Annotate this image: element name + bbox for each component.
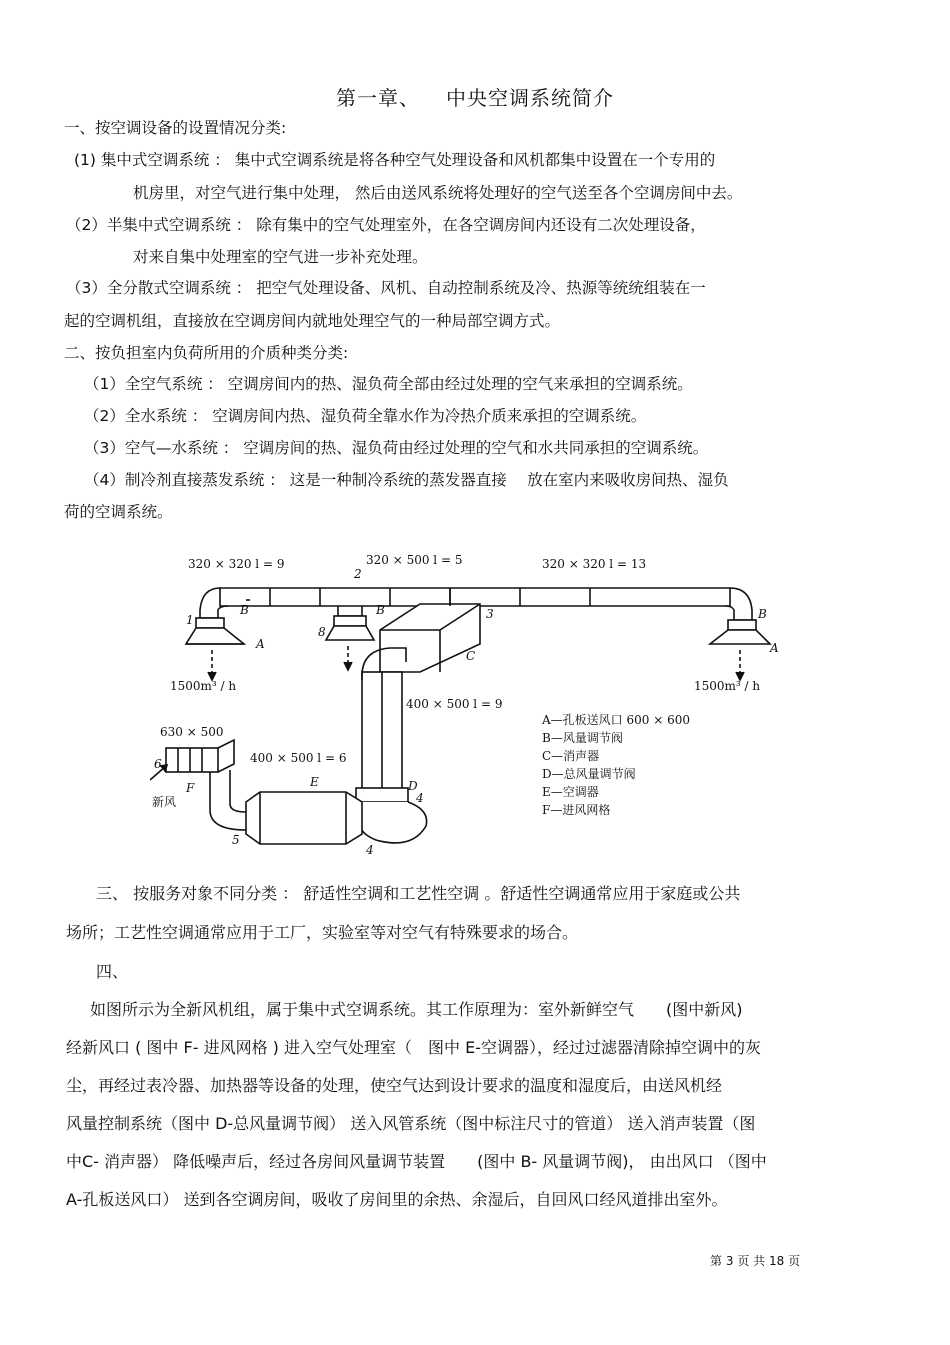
section1-item2-line2: 对来自集中处理室的空气进一步补充处理。 [133, 248, 428, 266]
letter-b-right: B [758, 607, 767, 621]
section4-heading: 四、 [96, 962, 129, 981]
num-5: 5 [232, 833, 240, 847]
air-conditioning-system-diagram [150, 540, 810, 860]
letter-c: C [466, 649, 476, 663]
chapter-title: 中央空调系统简介 [446, 86, 614, 110]
letter-a-right: A [770, 641, 779, 655]
num-4a: 4 [416, 791, 424, 805]
section1-item1-line2: 机房里，对空气进行集中处理， 然后由送风系统将处理好的空气送至各个空调房间中去。 [133, 184, 743, 202]
dim-right: 320 × 320 l = 13 [542, 557, 647, 571]
letter-e: E [310, 775, 319, 789]
page-footer [710, 1252, 800, 1269]
footer-prefix: 第 [710, 1254, 723, 1268]
section2-item3: （3）空气—水系统 ： 空调房间的热、湿负荷由经过处理的空气和水共同承担的空调系统。 [84, 439, 709, 457]
flow-left: 1500m³ / h [170, 679, 237, 693]
section1-heading: 一、按空调设备的设置情况分类: [64, 119, 287, 137]
dim-vertical: 400 × 500 l = 9 [406, 697, 503, 711]
section4-line5: 中C- 消声器） 降低噪声后，经过各房间风量调节装置 (图中 B- 风量调节阀)， 由出风口 （图中 [66, 1152, 767, 1171]
letter-b-left: B [240, 603, 249, 617]
section4-line2: 经新风口 ( 图中 F- 进风网格 ) 进入空气处理室（ 图中 E-空调器），经过过滤器清除掉空调中的灰 [66, 1038, 761, 1057]
legend-c: C—消声器 [542, 749, 600, 763]
section1-item1-line1: (1) 集中式空调系统 ： 集中式空调系统是将各种空气处理设备和风机都集中设置在一个专用的 [74, 151, 716, 169]
section3-line1: 三、 按服务对象不同分类 ： 舒适性空调和工艺性空调 。舒适性空调通常应用于家庭或公共 [96, 884, 741, 903]
section4-line3: 尘，再经过表冷器、加热器等设备的处理，使空气达到设计要求的温度和湿度后，由送风机经 [66, 1076, 723, 1095]
current-page-number: 3 [725, 1254, 734, 1268]
chapter-label: 第一章、 [336, 86, 420, 110]
num-8: 8 [318, 625, 326, 639]
section4-line6: A-孔板送风口） 送到各空调房间，吸收了房间里的余热、余湿后，自回风口经风道排出室外。 [66, 1190, 728, 1209]
flow-right: 1500m³ / h [694, 679, 761, 693]
legend-f: F—进风网格 [542, 803, 611, 817]
num-3: 3 [486, 607, 494, 621]
fresh-air-label: 新风 [152, 795, 177, 809]
section1-item3-line2: 起的空调机组，直接放在空调房间内就地处理空气的一种局部空调方式。 [64, 312, 561, 330]
page-title [0, 82, 950, 111]
dim-mid: 320 × 500 l = 5 [366, 553, 463, 567]
section3-line2: 场所；工艺性空调通常应用于工厂，实验室等对空气有特殊要求的场合。 [66, 923, 579, 942]
legend-a: A—孔板送风口 600 × 600 [542, 713, 690, 727]
legend-b: B—风量调节阀 [542, 731, 623, 745]
section4-line1: 如图所示为全新风机组，属于集中式空调系统。其工作原理为：室外新鲜空气 (图中新风) [90, 1000, 743, 1019]
section1-item2-line1: （2）半集中式空调系统 ： 除有集中的空气处理室外，在各空调房间内还设有二次处理设备， [66, 216, 706, 234]
letter-a-left: A [256, 637, 265, 651]
dim-lower: 400 × 500 l = 6 [250, 751, 347, 765]
total-pages-number: 18 [768, 1254, 785, 1268]
num-6: 6 [154, 757, 162, 771]
letter-f: F [186, 781, 195, 795]
num-4b: 4 [366, 843, 374, 857]
section4-line4: 风量控制系统（图中 D-总风量调节阀） 送入风管系统（图中标注尺寸的管道） 送入消声装置（图 [66, 1114, 756, 1133]
section2-item4-line2: 荷的空调系统。 [64, 503, 173, 521]
section1-item3-line1: （3）全分散式空调系统 ： 把空气处理设备、风机、自动控制系统及冷、热源等统统组装在一 [66, 279, 706, 297]
letter-b-mid: B [376, 603, 385, 617]
section2-heading: 二、按负担室内负荷所用的介质种类分类: [64, 344, 349, 362]
footer-suffix: 页 [788, 1254, 801, 1268]
legend-e: E—空调器 [542, 785, 599, 799]
letter-d: D [408, 779, 418, 793]
dim-left: 320 × 320 l = 9 [188, 557, 285, 571]
num-2: 2 [354, 567, 362, 581]
section2-item1: （1）全空气系统 ： 空调房间内的热、湿负荷全部由经过处理的空气来承担的空调系统。 [84, 375, 693, 393]
legend-d: D—总风量调节阀 [542, 767, 636, 781]
footer-middle: 页 共 [737, 1254, 766, 1268]
dim-intake: 630 × 500 [160, 725, 224, 739]
section2-item4-line1: （4）制冷剂直接蒸发系统 ： 这是一种制冷系统的蒸发器直接 放在室内来吸收房间热、湿负 [84, 471, 729, 489]
num-1: 1 [186, 613, 194, 627]
section2-item2: （2）全水系统 ： 空调房间内热、湿负荷全靠水作为冷热介质来承担的空调系统。 [84, 407, 647, 425]
